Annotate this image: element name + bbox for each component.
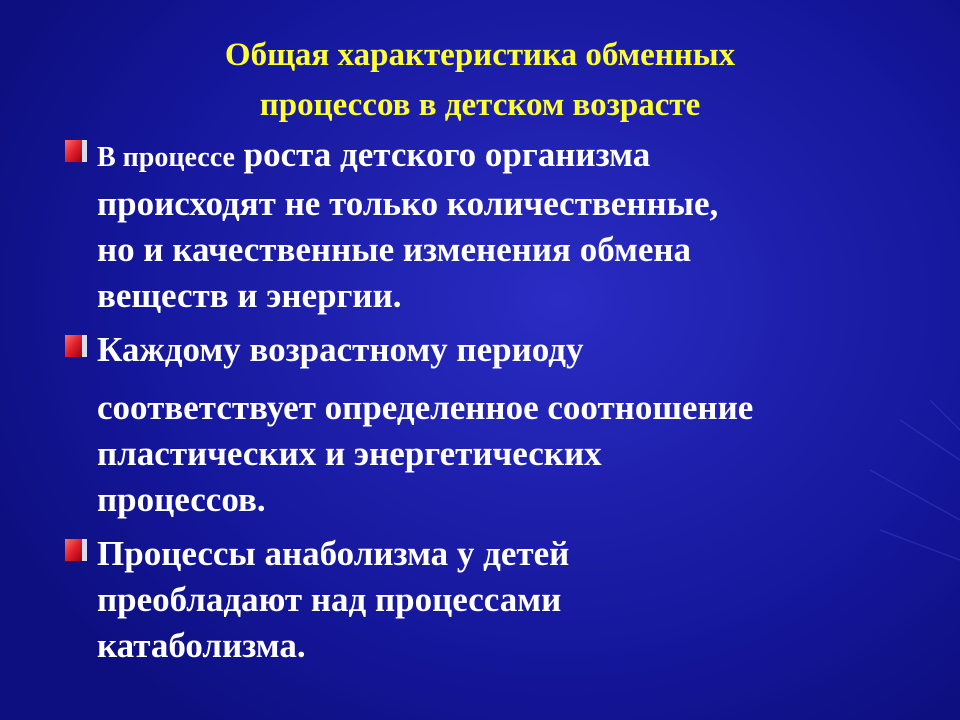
slide-title bbox=[90, 30, 870, 130]
bullet-square-icon bbox=[65, 140, 89, 164]
title-line-2: процессов в детском возрасте bbox=[259, 87, 701, 123]
bullet-3-line-3: катаболизма. bbox=[97, 626, 306, 665]
bullet-square-icon bbox=[65, 335, 89, 359]
bullet-3-line-1: Процессы анаболизма у детей bbox=[97, 534, 570, 573]
bullet-1-line-3: но и качественные изменения обмена bbox=[97, 230, 692, 269]
title-line-1: Общая характеристика обменных bbox=[224, 37, 736, 73]
bullet-list bbox=[60, 132, 920, 677]
bullet-1-line-4: веществ и энергии. bbox=[97, 276, 402, 315]
bullet-square-icon bbox=[65, 539, 89, 563]
bullet-item-1 bbox=[60, 132, 920, 319]
bullet-2-line-2: соответствует определенное соотношение bbox=[97, 388, 754, 427]
bullet-item-2 bbox=[60, 327, 920, 523]
bullet-1-line-1: роста детского организма bbox=[234, 135, 651, 174]
bullet-1-lead: В процессе bbox=[97, 142, 235, 173]
bullet-2-line-3: пластических и энергетических bbox=[97, 434, 602, 473]
bullet-1-line-2: происходят не только количественные, bbox=[97, 184, 719, 223]
bullet-2-line-1: Каждому возрастному периоду bbox=[97, 330, 584, 369]
bullet-2-line-4: процессов. bbox=[97, 480, 266, 519]
bullet-3-line-2: преобладают над процессами bbox=[97, 580, 562, 619]
bullet-item-3 bbox=[60, 531, 920, 669]
